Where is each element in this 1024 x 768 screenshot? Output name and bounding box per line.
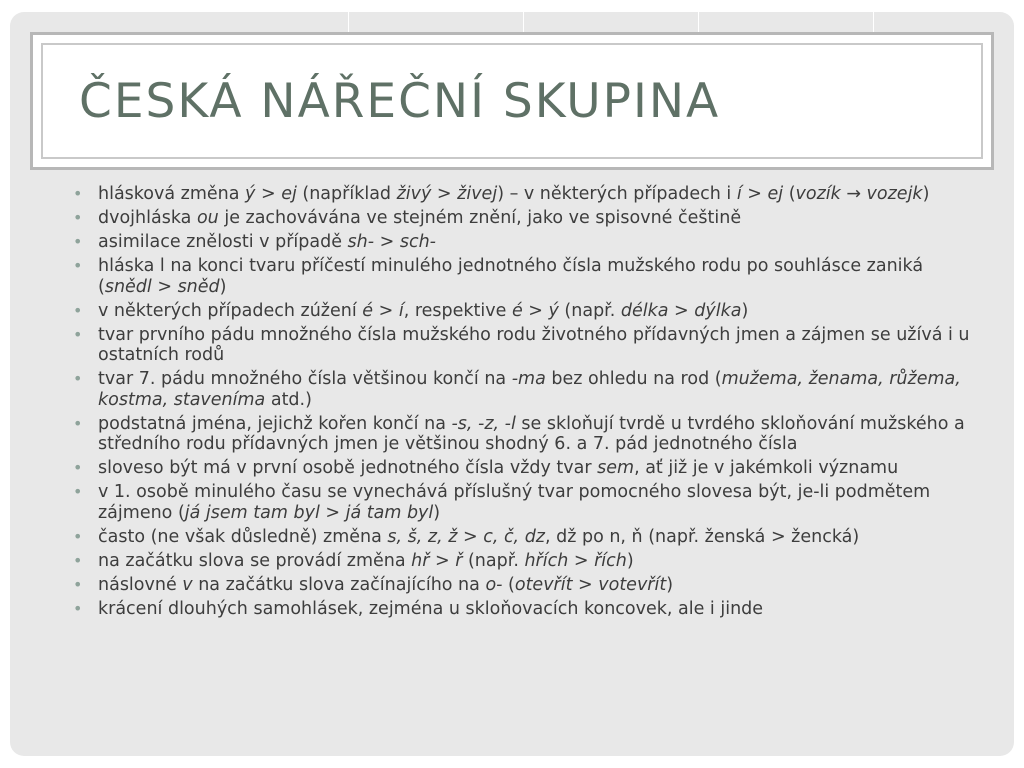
bullet-text: dvojhláska: [98, 208, 197, 228]
bullet-text: (např.: [462, 550, 525, 571]
bullet-item: [73, 414, 973, 455]
bullet-text-italic: -ma: [511, 369, 546, 389]
bullet-text: , ať již je v jakémkoli významu: [634, 458, 899, 478]
bullet-text: ): [666, 574, 674, 595]
bullet-text-italic: snědl > sněd: [104, 276, 220, 297]
bullet-text: ): [741, 300, 749, 321]
bullet-text-italic: í > ej: [736, 184, 784, 204]
bullet-item: [73, 232, 973, 253]
bullet-text: v 1. osobě minulého času se vynechává příslušný tvar pomocného slovesa být, je-li podmětem zájmeno (: [98, 482, 931, 523]
bullet-text-italic: hřích > řích: [524, 550, 627, 571]
bullet-text: atd.): [265, 389, 312, 410]
bullet-text: , respektive: [403, 300, 512, 321]
bullet-item: [73, 599, 973, 620]
bullet-text-italic: sem: [597, 458, 635, 478]
title-frame: [30, 32, 994, 170]
bullet-text: , dž po n, ň (např. ženská > žencká): [544, 526, 860, 547]
bullet-text: na začátku slova začínajícího na: [192, 574, 486, 595]
bullet-item: [73, 184, 973, 205]
bullet-text-italic: é > í: [362, 300, 404, 321]
bullet-text: podstatná jména, jejichž kořen končí na: [98, 413, 452, 434]
bullet-item: [73, 482, 973, 523]
bullet-text: hláska l na konci tvaru příčestí minulého jednotného čísla mužského rodu po souhlásce zaniká (: [98, 256, 924, 297]
bullet-text-italic: já jsem tam byl > já tam byl: [184, 502, 434, 523]
bullet-text-italic: délka > dýlka: [620, 300, 742, 321]
bullet-item: [73, 575, 973, 596]
bullet-text: ): [626, 550, 634, 571]
bullet-text-italic: hř > ř: [411, 550, 463, 571]
bullet-text-italic: v: [182, 574, 193, 595]
bullet-text-italic: živý > živej: [396, 184, 498, 204]
bullet-text: asimilace znělosti v případě: [98, 232, 348, 252]
bullet-text: hlásková změna: [98, 184, 246, 204]
bullet-text: (například: [296, 184, 397, 204]
bullet-item: [73, 551, 973, 572]
bullet-text-italic: ý > ej: [245, 184, 297, 204]
bullet-text: na začátku slova se provádí změna: [98, 550, 412, 571]
bullet-text: krácení dlouhých samohlásek, zejména u skloňovacích koncovek, ale i jinde: [98, 598, 764, 619]
bullet-text-italic: sh- > sch-: [347, 232, 436, 252]
slide: [10, 12, 1014, 756]
bullet-text: sloveso být má v první osobě jednotného čísla vždy tvar: [98, 458, 598, 478]
bullet-text: náslovné: [98, 574, 183, 595]
bullet-text-italic: -s, -z, -l: [451, 413, 516, 434]
bullet-text: (: [783, 184, 796, 204]
bullet-item: [73, 301, 973, 322]
title-inner-border: [41, 43, 983, 159]
bullet-text-italic: mužema, ženama, růžema, kostma, staveníma: [98, 369, 961, 410]
bullet-text: často (ne však důsledně) změna: [98, 526, 388, 547]
bullet-text: je zachovávána ve stejném znění, jako ve spisovné češtině: [218, 208, 742, 228]
bullet-text: (např.: [558, 300, 621, 321]
bullet-text: v některých případech zúžení: [98, 300, 363, 321]
bullet-item: [73, 256, 973, 297]
bullet-list: [73, 184, 973, 623]
bullet-text: se skloňují tvrdě u tvrdého skloňování mužského a středního rodu přídavných jmen je většinou shodný 6. a 7. pád jednotného čísla: [98, 413, 965, 454]
bullet-text-italic: o-: [485, 574, 503, 595]
bullet-text-italic: é > ý: [511, 300, 559, 321]
bullet-text-italic: ou: [196, 208, 219, 228]
bullet-text-italic: otevřít > votevřít: [514, 574, 667, 595]
bullet-text: tvar prvního pádu množného čísla mužského rodu životného přídavných jmen a zájmen se užívá i u ostatních rodů: [98, 324, 970, 365]
bullet-text: ): [219, 276, 227, 297]
bullet-item: [73, 369, 973, 410]
bullet-item: [73, 208, 973, 229]
bullet-item: [73, 458, 973, 479]
bullet-text: bez ohledu na rod (: [545, 369, 722, 389]
bullet-text: (: [502, 574, 515, 595]
bullet-item: [73, 527, 973, 548]
bullet-text: ): [433, 502, 441, 523]
bullet-text-italic: vozík → vozejk: [795, 184, 923, 204]
bullet-text: ) – v některých případech i: [497, 184, 737, 204]
bullet-text-italic: s, š, z, ž > c, č, dz: [387, 526, 545, 547]
slide-title: ČESKÁ NÁŘEČNÍ SKUPINA: [79, 73, 721, 129]
bullet-text: ): [922, 184, 930, 204]
bullet-item: [73, 325, 973, 366]
bullet-text: tvar 7. pádu množného čísla většinou končí na: [98, 369, 512, 389]
